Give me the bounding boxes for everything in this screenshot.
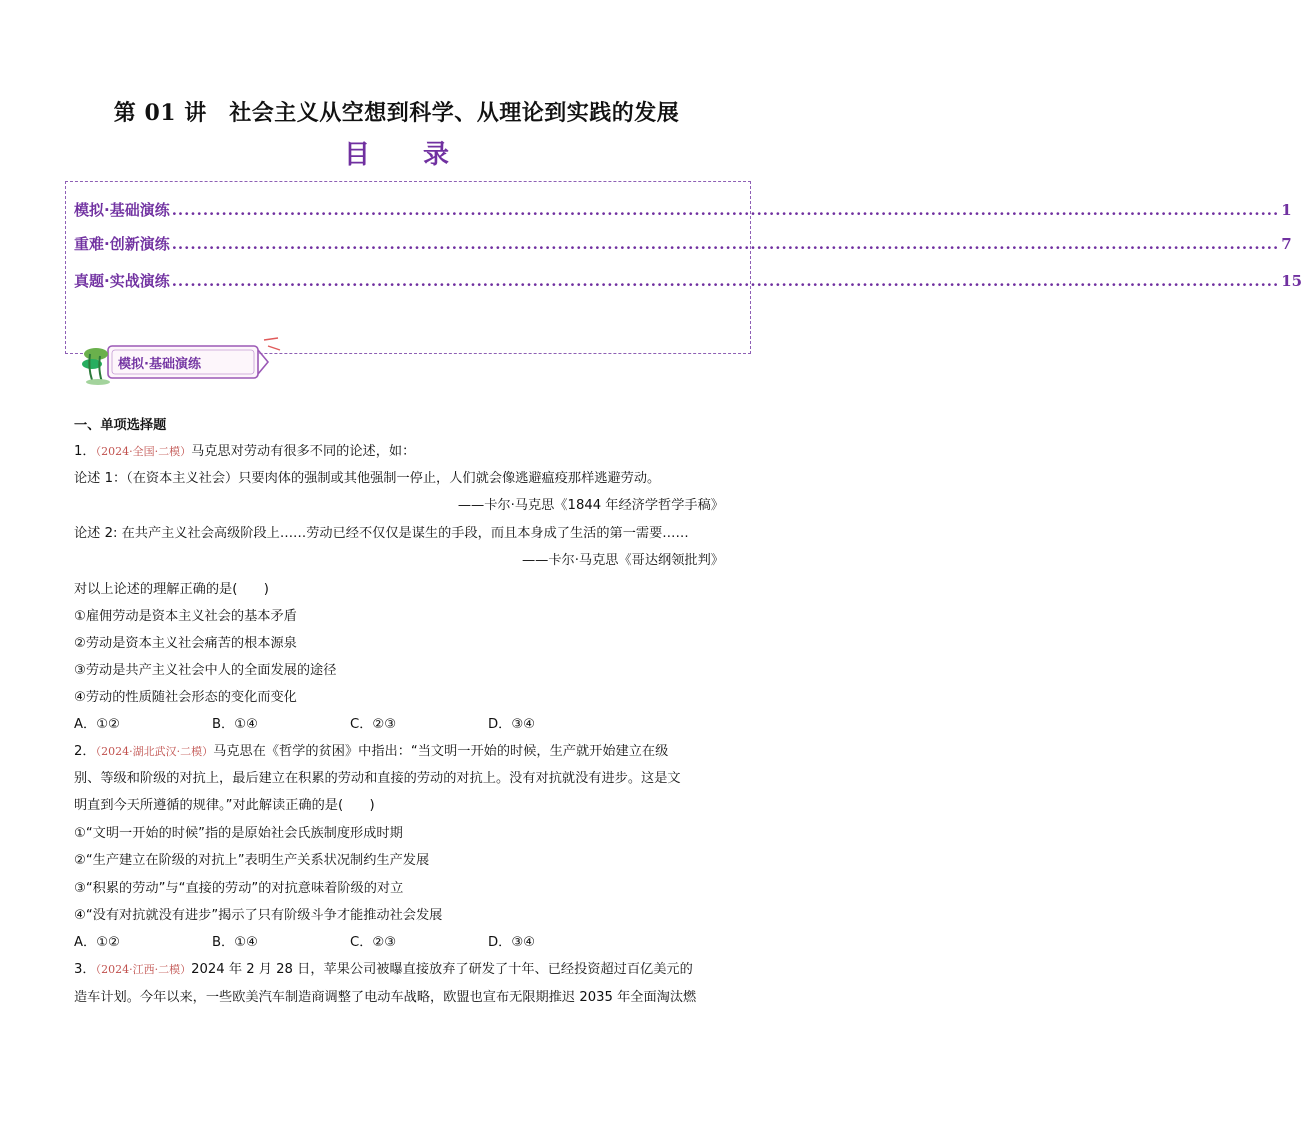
toc-entry-label: 模拟·基础演练 [74,201,170,219]
page-title: 第 01 讲 社会主义从空想到科学、从理论到实践的发展 [113,100,680,126]
section-banner [82,334,282,386]
option-c[interactable]: C．②③ [350,717,397,732]
q2-item: ③“积累的劳动”与“直接的劳动”的对抗意味着阶级的对立 [74,881,404,896]
toc-entry-page: 7 [1281,235,1292,253]
q1-item: ①雇佣劳动是资本主义社会的基本矛盾 [74,609,297,624]
q1-item: ④劳动的性质随社会形态的变化而变化 [74,690,297,705]
option-b[interactable]: B．①④ [212,717,258,732]
option-d[interactable]: D．③④ [488,935,535,950]
toc-entry-label: 真题·实战演练 [74,272,170,290]
q1-options [74,716,724,734]
option-d[interactable]: D．③④ [488,717,535,732]
option-c[interactable]: C．②③ [350,935,397,950]
toc-heading: 目 录 [343,140,472,170]
quote-1-attribution: ——卡尔·马克思《1844 年经济学哲学手稿》 [457,498,724,513]
quote-2-attribution: ——卡尔·马克思《哥达纲领批判》 [521,553,724,568]
question-3-stem: 3．（2024·江西·二模）2024 年 2 月 28 日，苹果公司被曝直接放弃了研发了十年、已经投资超过百亿美元的 [74,962,693,977]
question-2-stem: 2．（2024·湖北武汉·二模）马克思在《哲学的贫困》中指出：“当文明一开始的时候，生产就开始建立在级 [74,744,669,759]
question-3-line: 造车计划。今年以来，一些欧美汽车制造商调整了电动车战略，欧盟也宣布无限期推迟 2035 年全面淘汰燃 [74,990,697,1005]
question-1-stem: 1．（2024·全国·二模）马克思对劳动有很多不同的论述，如： [74,444,416,459]
option-a[interactable]: A．①② [74,935,120,950]
question-2-line: 别、等级和阶级的对抗上，最后建立在积累的劳动和直接的劳动的对抗上。没有对抗就没有进步。这是文 [74,771,681,786]
toc-entry-innovation[interactable]: 重难·创新演练 .................................................................................................................................................................................. 7 [74,235,1292,253]
table-of-contents [65,181,1302,354]
quote-2: 论述 2: 在共产主义社会高级阶段上……劳动已经不仅仅是谋生的手段，而且本身成了生活的第一需要…… [74,526,689,541]
section-heading: 一、单项选择题 [74,418,167,433]
question-1-ask: 对以上论述的理解正确的是( ) [74,582,269,597]
toc-entry-label: 重难·创新演练 [74,235,170,253]
toc-entry-page: 1 [1281,201,1292,219]
quote-1: 论述 1：（在资本主义社会）只要肉体的强制或其他强制一停止，人们就会像逃避瘟疫那样逃避劳动。 [74,471,661,486]
q2-options [74,934,724,952]
question-source: （2024·江西·二模） [95,963,192,976]
toc-entry-basic[interactable]: 模拟·基础演练 .................................................................................................................................................................................. 1 [74,201,1292,219]
option-b[interactable]: B．①④ [212,935,258,950]
q2-item: ②“生产建立在阶级的对抗上”表明生产关系状况制约生产发展 [74,853,430,868]
q2-item: ④“没有对抗就没有进步”揭示了只有阶级斗争才能推动社会发展 [74,908,443,923]
toc-entry-page: 15 [1281,272,1302,290]
question-source: （2024·全国·二模） [95,445,192,458]
question-2-line: 明直到今天所遵循的规律。”对此解读正确的是( ) [74,798,375,813]
q1-item: ③劳动是共产主义社会中人的全面发展的途径 [74,663,337,678]
q1-item: ②劳动是资本主义社会痛苦的根本源泉 [74,636,297,651]
option-a[interactable]: A．①② [74,717,120,732]
q2-item: ①“文明一开始的时候”指的是原始社会氏族制度形成时期 [74,826,403,841]
banner-label: 模拟·基础演练 [118,357,201,372]
toc-entry-real-exam[interactable]: 真题·实战演练 .................................................................................................................................................................................. 15 [74,272,1302,290]
question-source: （2024·湖北武汉·二模） [95,745,214,758]
